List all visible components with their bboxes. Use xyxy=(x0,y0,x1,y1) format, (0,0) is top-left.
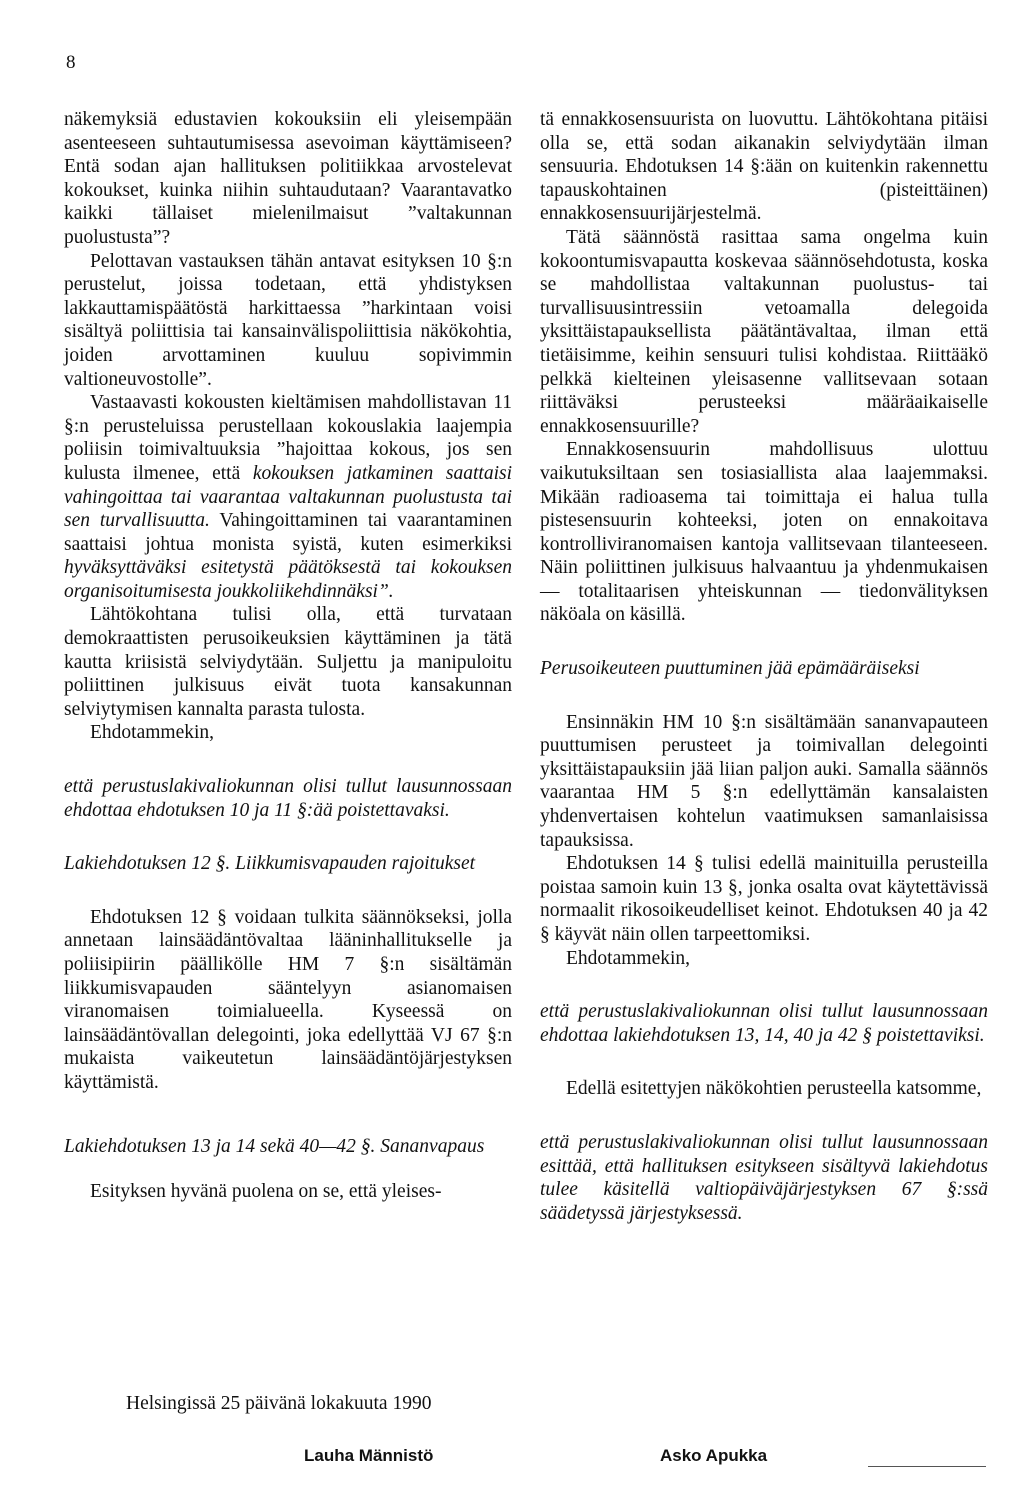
paragraph: Ehdotammekin, xyxy=(90,722,215,744)
paragraph: Ennakkosensuurin mahdollisuus ulottuu vaikutuksiltaan sen tosiasiallista alaa laajemmaksi. Mikään radioasema tai toimittaja ei halua tulla pistesensuurin kohteeksi, joten on ennakoitava kontrolliviranomaisen kantoja vallitsevaan tilanteeseen. Näin poliittinen julkisuus halvaantuu ja yhdenmukaisen — totalitaarisen yhteiskunnan — tiedonvälityksen näköala on käsillä. xyxy=(540,439,988,626)
paragraph: Edellä esitettyjen näkökohtien perusteella katsomme, xyxy=(566,1078,982,1100)
paragraph: Tätä säännöstä rasittaa sama ongelma kuin kokoontumisvapautta koskevaa säännösehdotusta, koska se mahdollistaa valtakunnan puolustus- tai turvallisuusintressiin vetoamalla delegoida yksittäistapauksellista päätäntävaltaa, ilman että tietäisimme, keihin sensuuri tulisi kohdistaa. Riittääkö pelkkä kielteinen yleisasenne vallitsevaan sotaan riittäväksi perusteeksi määräaikaiselle ennakkosensuurille? xyxy=(540,226,988,437)
paragraph: Ehdotuksen 14 § tulisi edellä mainituilla perusteilla poistaa samoin kuin 13 §, jonka osalta ovat käytettävissä normaalit rikosoikeudelliset keinot. Ehdotuksen 40 ja 42 § käyvät näin ollen tarpeettomiksi. xyxy=(540,853,988,945)
paragraph: Pelottavan vastauksen tähän antavat esityksen 10 §:n perustelut, joissa todetaan, että yhdistyksen lakkauttamispäätöstä harkittaessa ”harkintaan voisi sisältyä poliittisia tai kansainvälispoliittisia näkökohtia, joiden arvottaminen kuuluu sopivimmin valtioneuvostolle”. xyxy=(64,250,512,390)
divider xyxy=(868,1466,986,1467)
paragraph: Lähtökohtana tulisi olla, että turvataan demokraattisten perusoikeuksien käyttäminen ja tätä kautta kriisistä selviydytään. Suljettu ja manipuloitu poliittinen julkisuus eivät tuota kansakunnan selviytymisen kannalta parasta tulosta. xyxy=(64,604,512,720)
section-heading: Lakiehdotuksen 13 ja 14 sekä 40—42 §. Sananvapaus xyxy=(64,1135,485,1157)
right-column xyxy=(540,108,988,1225)
signer-left: Lauha Männistö xyxy=(304,1446,434,1465)
italic-quote: kokouksen jatkaminen saattaisi vahingoittaa tai vaarantaa valtakunnan puolustusta tai sen turvallisuutta. xyxy=(64,462,512,532)
section-heading: Perusoikeuteen puuttuminen jää epämääräiseksi xyxy=(540,658,920,680)
proposal: että perustuslakivaliokunnan olisi tullut lausunnossaan ehdottaa ehdotuksen 10 ja 11 §:ää poistettavaksi. xyxy=(64,776,512,821)
paragraph: Ehdotammekin, xyxy=(566,947,691,969)
paragraph: Esityksen hyvänä puolena on se, että yleises- xyxy=(90,1181,442,1203)
paragraph: näkemyksiä edustavien kokouksiin eli yleisempään asenteeseen suhtautumisessa asevoiman käyttämiseen? Entä sodan ajan hallituksen politiikkaa arvostelevat kokoukset, kuinka niihin suhtaudutaan? Vaarantavatko kaikki tällaiset mielenilmaisut ”valtakunnan puolustusta”? xyxy=(64,109,512,248)
page-number: 8 xyxy=(66,52,76,73)
paragraph: Ehdotuksen 12 § voidaan tulkita säännökseksi, jolla annetaan lainsäädäntövaltaa lääninhallitukselle ja poliisipiirin päällikölle HM 7 §:n sisältämän liikkumisvapauden sääntelyyn asianomaisen viranomaisen toimialueella. Kyseessä on lainsäädäntövallan delegointi, joka edellyttää VJ 67 §:n mukaista vaikeutetun lainsäädäntöjärjestyksen käyttämistä. xyxy=(64,906,512,1093)
signer-right: Asko Apukka xyxy=(660,1446,768,1465)
proposal: että perustuslakivaliokunnan olisi tullut lausunnossaan ehdottaa lakiehdotuksen 13, 14, 40 ja 42 § poistettaviksi. xyxy=(540,1001,988,1046)
paragraph xyxy=(64,391,512,603)
italic-quote: hyväksyttäväksi esitetystä päätöksestä tai kokouksen organisoitumisesta joukkoliikehdinnäksi”. xyxy=(64,557,512,602)
section-heading: Lakiehdotuksen 12 §. Liikkumisvapauden rajoitukset xyxy=(64,853,476,875)
place-date: Helsingissä 25 päivänä lokakuuta 1990 xyxy=(126,1393,432,1414)
text-run: Vastaavasti kokousten kieltämisen mahdollistavan 11 §:n perusteluissa perustellaan kokouslakia laajempia poliisin toimivaltuuksia ”hajoittaa kokous, jos sen kulusta ilmenee, että xyxy=(64,392,512,484)
left-column xyxy=(64,108,512,1204)
proposal: että perustuslakivaliokunnan olisi tullut lausunnossaan esittää, että hallituksen esitykseen sisältyvä lakiehdotus tulee käsitellä valtiopäiväjärjestyksen 67 §:ssä säädetyssä järjestyksessä. xyxy=(540,1131,988,1224)
paragraph: tä ennakkosensuurista on luovuttu. Lähtökohtana pitäisi olla se, että sodan aikanakin selviydytään ilman sensuuria. Ehdotuksen 14 §:ään on kuitenkin rakennettu tapauskohtainen (pisteittäinen) ennakkosensuurijärjestelmä. xyxy=(540,109,988,225)
text-run: Vahingoittaminen tai vaarantaminen saattaisi johtua monista syistä, kuten esimerkiksi xyxy=(64,510,512,555)
paragraph: Ensinnäkin HM 10 §:n sisältämään sananvapauteen puuttumisen perusteet ja toimivallan delegointi yksittäistapauksiin jää liian paljon auki. Samalla säännös vaarantaa HM 5 §:n edellyttämän kansalaisten yhdenvertaisen kohtelun vaatimuksen samanlaisissa tapauksissa. xyxy=(540,711,988,851)
